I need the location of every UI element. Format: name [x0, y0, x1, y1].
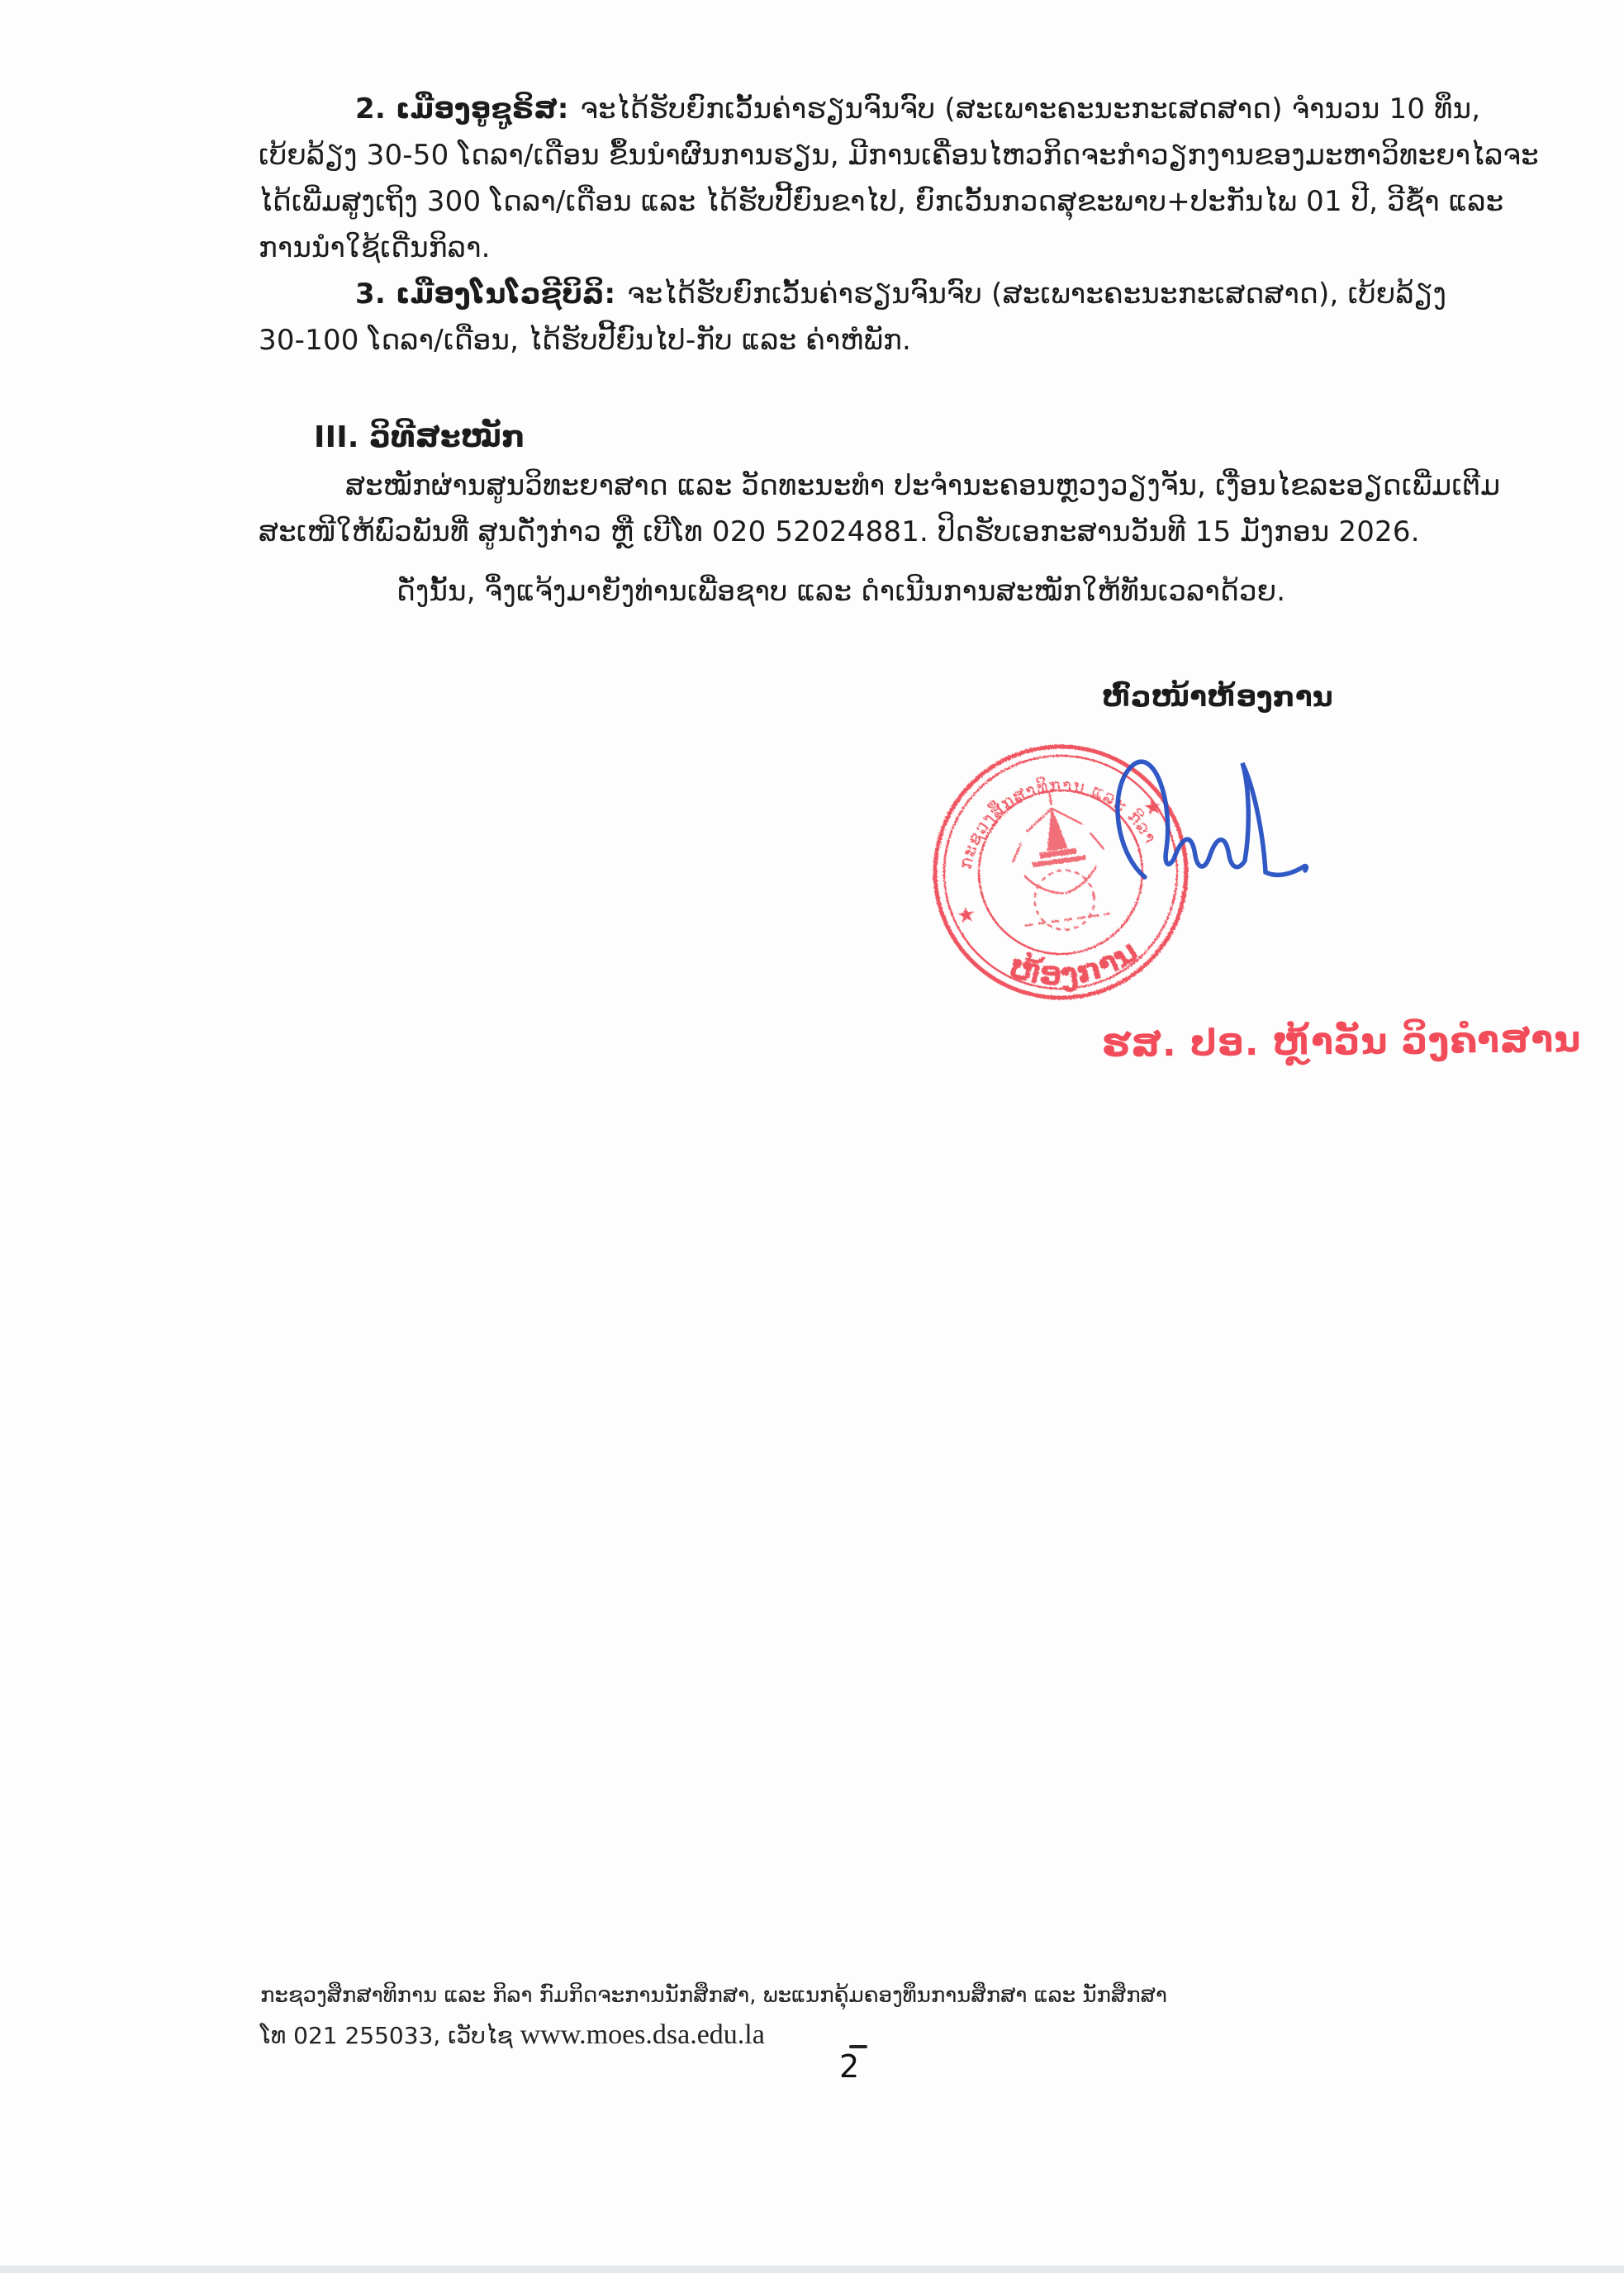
scan-edge-artifact	[0, 2266, 1624, 2273]
item2-line4: ການນຳໃຊ້ເດີ່ນກິລາ.	[259, 231, 491, 264]
seal-arc-bottom-text: ຫ້ອງການ	[1005, 932, 1145, 993]
section3-heading: III. ວິທີສະໝັກ	[314, 420, 525, 454]
item3-label: 3. ເມືອງໂນໂວຊີບິລິ:	[355, 278, 616, 311]
handwritten-signature	[1066, 727, 1346, 909]
page-number: 2	[839, 2048, 860, 2085]
section3-line1: ສະໝັກຜ່ານສູນວິທະຍາສາດ ແລະ ວັດທະນະທຳ ປະຈຳນະຄອນຫຼວງວຽງຈັນ, ເງື່ອນໄຂລະອຽດເພີ່ມເຕີມ	[345, 469, 1501, 502]
section3-line2: ສະເໜີໃຫ້ພົວພັນທີ່ ສູນດັ່ງກ່າວ ຫຼື ເບີໂທ 020 52024881. ປິດຮັບເອກະສານວັນທີ 15 ມັງກອນ 2026.	[259, 515, 1420, 548]
signer-name-stamp: ຮສ. ປອ. ຫຼ້າວັນ ວິງຄຳສານ	[1101, 1018, 1582, 1066]
footer-phone: ໂທ 021 255033, ເວັບໄຊ	[260, 2022, 513, 2049]
footer-department-line: ກະຊວງສຶກສາທິການ ແລະ ກິລາ ກົມກິດຈະການນັກສຶກສາ, ພະແນກຄຸ້ມຄອງທຶນການສຶກສາ ແລະ ນັກສຶກສາ	[260, 1983, 1167, 2008]
footer-website: www.moes.dsa.edu.la	[520, 2019, 765, 2050]
signature-title: ຫົວໜ້າຫ້ອງການ	[1102, 681, 1333, 714]
item2-line2: ເບ້ຍລ້ຽງ 30-50 ໂດລາ/ເດືອນ ຂຶ້ນນຳຜົນການຮຽນ, ມີການເຄື່ອນໄຫວກິດຈະກຳວຽກງານຂອງມະຫາວິທະຍາໄລຈະ	[259, 139, 1539, 172]
item2-line3: ໄດ້ເພີ່ມສູງເຖິງ 300 ໂດລາ/ເດືອນ ແລະ ໄດ້ຮັບປີ້ຍົນຂາໄປ, ຍົກເວັ້ນກວດສຸຂະພາບ+ປະກັນໄພ 01 ປີ, ວີຊ້ຳ ແລະ	[259, 185, 1504, 218]
item2-line1-text: ຈະໄດ້ຮັບຍົກເວັ້ນຄ່າຮຽນຈົນຈົບ (ສະເພາະຄະນະກະເສດສາດ) ຈຳນວນ 10 ທຶນ,	[580, 93, 1481, 126]
item2-label: 2. ເມືອງອູຊູຣິສ:	[355, 93, 569, 126]
footer-contact-line	[260, 2019, 765, 2052]
item3-line1	[355, 271, 1446, 317]
item3-line1-text: ຈະໄດ້ຮັບຍົກເວັ້ນຄ່າຮຽນຈົນຈົບ (ສະເພາະຄະນະກະເສດສາດ), ເບ້ຍລ້ຽງ	[627, 278, 1447, 311]
item3-line2: 30-100 ໂດລາ/ເດືອນ, ໄດ້ຮັບປີ້ຍົນໄປ-ກັບ ແລະ ຄ່າຫໍພັກ.	[259, 324, 912, 357]
seal-arc-top-text: ກະຊວງສຶກສາທິການ ແລະ ກິລາ	[955, 775, 1161, 871]
closing-line: ດັ່ງນັ້ນ, ຈຶ່ງແຈ້ງມາຍັງທ່ານເພື່ອຊາບ ແລະ ດຳເນີນການສະໝັກໃຫ້ທັນເວລາດ້ວຍ.	[397, 575, 1286, 608]
seal-star-right-icon: ★	[1142, 794, 1165, 822]
seal-star-left-icon: ★	[955, 901, 978, 929]
item2-line1	[355, 86, 1480, 132]
